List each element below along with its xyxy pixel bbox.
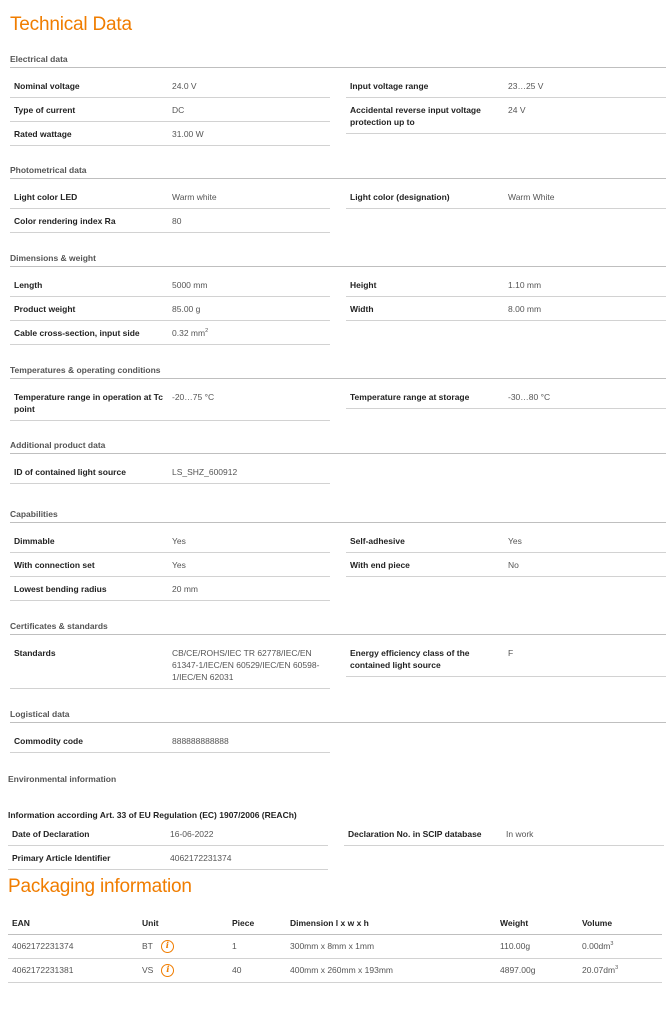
spec-label: Temperature range in operation at Tc point <box>14 392 163 414</box>
spec-value: 80 <box>172 216 182 226</box>
spec-row <box>344 822 664 846</box>
spec-label: Length <box>14 280 43 290</box>
column-right <box>346 529 666 601</box>
column-right <box>346 385 666 421</box>
cell-piece: 1 <box>228 934 286 958</box>
spec-value: DC <box>172 105 185 115</box>
cell-volume <box>578 958 662 982</box>
spec-label: Temperature range at storage <box>350 392 470 402</box>
spec-label: Energy efficiency class of the contained light source <box>350 648 470 670</box>
column-left <box>10 385 330 421</box>
column-left <box>8 822 328 870</box>
spec-label: Accidental reverse input voltage protection up to <box>350 105 481 127</box>
section-heading: Logistical data <box>10 705 666 723</box>
section-capabilities <box>10 505 666 601</box>
spec-row <box>346 529 666 553</box>
spec-value: 31.00 W <box>172 129 204 139</box>
column-left <box>10 460 330 484</box>
section-heading: Additional product data <box>10 436 666 454</box>
column-right <box>346 273 666 345</box>
column-header-dimension: Dimension l x w x h <box>286 912 496 934</box>
spec-row <box>10 297 330 321</box>
spec-label: Lowest bending radius <box>14 584 107 594</box>
spec-value: Yes <box>508 536 522 546</box>
superscript: 2 <box>205 328 209 335</box>
cell-ean: 4062172231374 <box>8 934 138 958</box>
spec-label: Light color (designation) <box>350 192 450 202</box>
spec-row <box>346 553 666 577</box>
table-row <box>8 934 662 958</box>
column-header-piece: Piece <box>228 912 286 934</box>
spec-label: With connection set <box>14 560 95 570</box>
spec-label: Input voltage range <box>350 81 429 91</box>
section-environmental <box>8 822 664 870</box>
cell-unit <box>138 958 228 982</box>
spec-row <box>10 122 330 146</box>
cell-piece: 40 <box>228 958 286 982</box>
spec-row <box>10 553 330 577</box>
reach-heading: Information according Art. 33 of EU Regulation (EC) 1907/2006 (REACh) <box>8 810 297 820</box>
column-header-weight: Weight <box>496 912 578 934</box>
spec-value: -30…80 °C <box>508 392 551 402</box>
spec-row <box>10 529 330 553</box>
column-right <box>346 729 666 753</box>
column-header-ean: EAN <box>8 912 138 934</box>
spec-row <box>10 641 330 689</box>
spec-label: ID of contained light source <box>14 467 126 477</box>
cell-dimension: 400mm x 260mm x 193mm <box>286 958 496 982</box>
cell-weight: 4897.00g <box>496 958 578 982</box>
spec-row <box>346 98 666 134</box>
section-photometrical <box>10 161 666 233</box>
spec-label: Standards <box>14 648 56 658</box>
spec-row <box>346 385 666 409</box>
section-electrical <box>10 50 666 146</box>
column-left <box>10 273 330 345</box>
spec-label: Declaration No. in SCIP database <box>348 829 482 839</box>
column-right <box>346 185 666 233</box>
spec-value: Warm white <box>172 192 217 202</box>
column-right <box>346 74 666 146</box>
spec-value: 85.00 g <box>172 304 201 314</box>
spec-row <box>10 729 330 753</box>
spec-value: 24 V <box>508 105 526 115</box>
environmental-heading: Environmental information <box>8 774 117 784</box>
spec-value: F <box>508 648 514 658</box>
section-heading: Photometrical data <box>10 161 666 179</box>
spec-value: Warm White <box>508 192 555 202</box>
column-left <box>10 729 330 753</box>
spec-value: LS_SHZ_600912 <box>172 467 238 477</box>
section-dimensions <box>10 249 666 345</box>
spec-row <box>8 822 328 846</box>
column-right <box>346 460 666 484</box>
cell-volume <box>578 934 662 958</box>
section-additional <box>10 436 666 484</box>
column-left <box>10 74 330 146</box>
section-heading: Capabilities <box>10 505 666 523</box>
table-row <box>8 958 662 982</box>
spec-row <box>10 273 330 297</box>
section-heading: Certificates & standards <box>10 617 666 635</box>
column-left <box>10 529 330 601</box>
section-heading: Temperatures & operating conditions <box>10 361 666 379</box>
spec-row <box>10 385 330 421</box>
spec-value: 20 mm <box>172 584 198 594</box>
spec-label: With end piece <box>350 560 410 570</box>
table-header-row <box>8 912 662 934</box>
cell-dimension: 300mm x 8mm x 1mm <box>286 934 496 958</box>
cell-ean: 4062172231381 <box>8 958 138 982</box>
spec-value: -20…75 °C <box>172 392 215 402</box>
cell-weight: 110.00g <box>496 934 578 958</box>
section-heading: Electrical data <box>10 50 666 68</box>
spec-label: Type of current <box>14 105 76 115</box>
spec-label: Primary Article Identifier <box>12 853 111 863</box>
section-certificates <box>10 617 666 689</box>
volume-text: 0.00dm <box>582 941 611 951</box>
spec-value: 1.10 mm <box>508 280 542 290</box>
spec-value: In work <box>506 829 534 839</box>
spec-row <box>8 846 328 870</box>
spec-label: Rated wattage <box>14 129 72 139</box>
spec-value-text: 0.32 mm <box>172 328 206 338</box>
column-header-volume: Volume <box>578 912 662 934</box>
spec-row <box>10 185 330 209</box>
spec-row <box>10 209 330 233</box>
spec-label: Date of Declaration <box>12 829 90 839</box>
spec-row <box>10 460 330 484</box>
spec-label: Self-adhesive <box>350 536 405 546</box>
cell-unit <box>138 934 228 958</box>
section-heading: Dimensions & weight <box>10 249 666 267</box>
spec-label: Light color LED <box>14 192 78 202</box>
packaging-table <box>8 912 662 983</box>
spec-label: Color rendering index Ra <box>14 216 116 226</box>
column-left <box>10 641 330 689</box>
spec-value: 8.00 mm <box>508 304 542 314</box>
section-temperatures <box>10 361 666 421</box>
page-title: Technical Data <box>10 14 132 35</box>
spec-row <box>10 321 330 345</box>
spec-row <box>346 74 666 98</box>
spec-label: Cable cross-section, input side <box>14 328 140 338</box>
spec-row <box>10 98 330 122</box>
spec-label: Product weight <box>14 304 76 314</box>
unit-text: VS <box>142 964 154 975</box>
spec-label: Width <box>350 304 374 314</box>
spec-value: No <box>508 560 519 570</box>
spec-value: 5000 mm <box>172 280 208 290</box>
column-right <box>346 641 666 689</box>
section-logistical <box>10 705 666 753</box>
spec-value: 16-06-2022 <box>170 829 214 839</box>
spec-label: Commodity code <box>14 736 83 746</box>
spec-row <box>10 74 330 98</box>
spec-value: 4062172231374 <box>170 853 232 863</box>
spec-value: 23…25 V <box>508 81 544 91</box>
spec-value: 888888888888 <box>172 736 229 746</box>
spec-value: Yes <box>172 560 186 570</box>
spec-row <box>346 273 666 297</box>
superscript: 3 <box>615 965 619 972</box>
column-right <box>344 822 664 870</box>
spec-row <box>346 297 666 321</box>
column-header-unit: Unit <box>138 912 228 934</box>
column-left <box>10 185 330 233</box>
spec-value: Yes <box>172 536 186 546</box>
packaging-title: Packaging information <box>8 876 192 897</box>
info-icon[interactable]: i <box>161 964 174 977</box>
superscript: 3 <box>610 941 614 948</box>
spec-value: 24.0 V <box>172 81 197 91</box>
volume-text: 20.07dm <box>582 965 616 975</box>
spec-row <box>10 577 330 601</box>
spec-value <box>172 327 330 339</box>
spec-label: Height <box>350 280 377 290</box>
spec-label: Dimmable <box>14 536 55 546</box>
spec-row <box>346 641 666 677</box>
unit-text: BT <box>142 940 153 951</box>
spec-value: CB/CE/ROHS/IEC TR 62778/IEC/EN 61347-1/IEC/EN 60529/IEC/EN 60598-1/IEC/EN 62031 <box>172 648 320 682</box>
spec-row <box>346 185 666 209</box>
info-icon[interactable]: i <box>161 940 174 953</box>
spec-label: Nominal voltage <box>14 81 80 91</box>
